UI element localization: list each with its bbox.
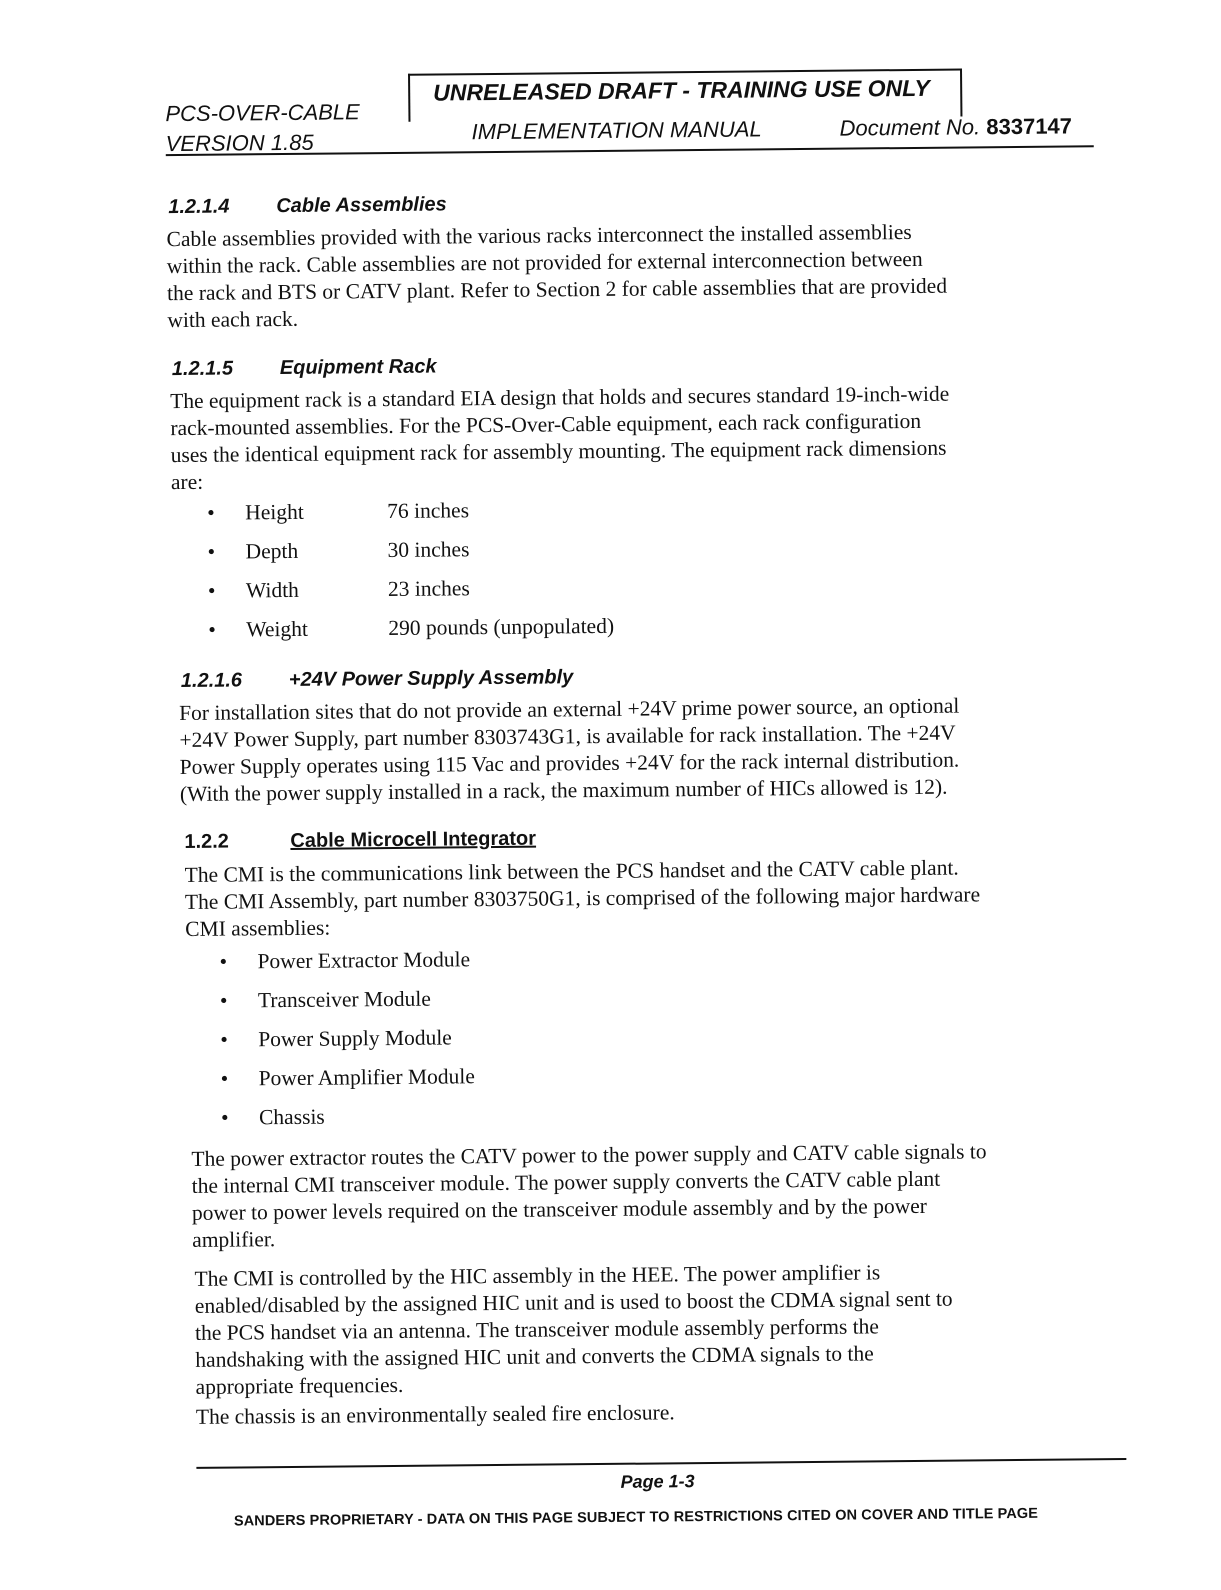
paragraph-line: The CMI is controlled by the HIC assembly in the HEE. The power amplifier is bbox=[194, 1260, 881, 1291]
section-heading-1216 bbox=[181, 666, 574, 693]
paragraph-line: within the rack. Cable assemblies are not provided for external interconnection between bbox=[166, 246, 923, 279]
section-number: 1.2.1.6 bbox=[180, 669, 243, 693]
paragraph-line: CMI assemblies: bbox=[185, 915, 331, 941]
bullet-icon: • bbox=[220, 1105, 229, 1130]
paragraph-line: Cable assemblies provided with the various racks interconnect the installed assemblies bbox=[166, 219, 912, 252]
paragraph-chassis bbox=[196, 1399, 675, 1431]
dimension-label: Width bbox=[245, 577, 299, 603]
section-heading-122 bbox=[184, 828, 536, 854]
section-title: Cable Microcell Integrator bbox=[290, 827, 537, 852]
paragraph-line: appropriate frequencies. bbox=[195, 1372, 404, 1399]
paragraph-cable-assemblies bbox=[166, 219, 947, 334]
section-heading-1215 bbox=[172, 356, 437, 382]
paragraph-line: (With the power supply installed in a rack, the maximum number of HICs allowed is 12). bbox=[179, 774, 948, 807]
manual-title: IMPLEMENTATION MANUAL bbox=[471, 116, 762, 145]
draft-banner: UNRELEASED DRAFT - TRAINING USE ONLY bbox=[433, 74, 930, 106]
section-number: 1.2.1.4 bbox=[168, 195, 230, 219]
paragraph-line: The CMI Assembly, part number 8303750G1, is comprised of the following major hardware bbox=[184, 882, 981, 914]
paragraph-line: the PCS handset via an antenna. The transceiver module assembly performs the bbox=[194, 1314, 880, 1345]
dimension-label: Weight bbox=[246, 616, 309, 642]
dimension-value: 76 inches bbox=[387, 498, 470, 524]
list-item bbox=[221, 1064, 476, 1105]
list-item bbox=[207, 497, 613, 540]
page-number: Page 1-3 bbox=[620, 1471, 695, 1492]
proprietary-notice: SANDERS PROPRIETARY - DATA ON THIS PAGE SUBJECT TO RESTRICTIONS CITED ON COVER AND TITLE PAGE bbox=[233, 1505, 1039, 1530]
paragraph-line: the rack and BTS or CATV plant. Refer to Section 2 for cable assemblies that are provided bbox=[166, 273, 948, 306]
paragraph-line: +24V Power Supply, part number 8303743G1, is available for rack installation. The +24V bbox=[179, 720, 956, 753]
dimension-label: Height bbox=[245, 499, 304, 525]
bullet-icon: • bbox=[207, 500, 215, 525]
product-version: VERSION 1.85 bbox=[165, 129, 314, 157]
header-left bbox=[165, 97, 360, 159]
paragraph-line: the internal CMI transceiver module. The power supply converts the CATV cable plant bbox=[191, 1166, 941, 1198]
list-item bbox=[207, 536, 613, 579]
paragraph-cmi-intro bbox=[185, 854, 981, 943]
paragraph-line: amplifier. bbox=[192, 1227, 276, 1252]
bullet-icon: • bbox=[220, 1027, 228, 1052]
paragraph-power-extractor bbox=[191, 1138, 987, 1254]
product-name: PCS-OVER-CABLE bbox=[165, 99, 360, 127]
dimension-label: Depth bbox=[245, 538, 299, 564]
bullet-icon: • bbox=[219, 949, 228, 974]
bullet-icon: • bbox=[208, 617, 216, 642]
cmi-assemblies-list bbox=[219, 947, 475, 1144]
list-item-label: Power Amplifier Module bbox=[258, 1064, 475, 1091]
dimension-value: 30 inches bbox=[387, 537, 470, 563]
list-item bbox=[220, 1025, 475, 1066]
section-title: +24V Power Supply Assembly bbox=[288, 666, 574, 691]
paragraph-equipment-rack bbox=[170, 381, 950, 496]
list-item-label: Power Extractor Module bbox=[257, 947, 471, 974]
section-number: 1.2.2 bbox=[184, 830, 229, 853]
paragraph-line: handshaking with the assigned HIC unit and converts the CDMA signals to the bbox=[195, 1341, 874, 1372]
dimension-value: 290 pounds (unpopulated) bbox=[388, 613, 615, 641]
list-item bbox=[221, 1103, 476, 1144]
list-item bbox=[208, 614, 614, 657]
paragraph-line: For installation sites that do not provide an external +24V prime power source, an optional bbox=[179, 693, 960, 726]
list-item bbox=[220, 986, 475, 1027]
paragraph-power-supply bbox=[179, 693, 960, 808]
dimension-value: 23 inches bbox=[387, 576, 470, 602]
bullet-icon: • bbox=[219, 988, 228, 1013]
bullet-icon: • bbox=[207, 578, 216, 603]
paragraph-line: uses the identical equipment rack for assembly mounting. The equipment rack dimensions bbox=[170, 435, 947, 468]
bullet-icon: • bbox=[207, 539, 216, 564]
list-item bbox=[208, 575, 614, 618]
paragraph-line: rack-mounted assemblies. For the PCS-Over-Cable equipment, each rack configuration bbox=[170, 408, 922, 441]
section-heading-1214 bbox=[168, 193, 447, 219]
paragraph-line: The equipment rack is a standard EIA design that holds and secures standard 19-inch-wide bbox=[170, 381, 950, 414]
section-title: Cable Assemblies bbox=[276, 193, 447, 218]
section-number: 1.2.1.5 bbox=[171, 357, 234, 381]
paragraph-line: The CMI is the communications link between the PCS handset and the CATV cable plant. bbox=[184, 855, 959, 887]
list-item bbox=[219, 947, 474, 988]
document-number: 8337147 bbox=[986, 113, 1073, 140]
list-item-label: Power Supply Module bbox=[258, 1025, 452, 1052]
paragraph-line: enabled/disabled by the assigned HIC unit and is used to boost the CDMA signal sent to bbox=[194, 1286, 953, 1318]
paragraph-line: The chassis is an environmentally sealed fire enclosure. bbox=[195, 1400, 675, 1429]
paragraph-line: Power Supply operates using 115 Vac and provides +24V for the rack internal distribution. bbox=[179, 747, 960, 780]
document-number-label: Document No. bbox=[839, 114, 981, 141]
rack-dimensions-list bbox=[207, 497, 614, 657]
paragraph-line: with each rack. bbox=[167, 306, 299, 333]
paragraph-line: The power extractor routes the CATV power to the power supply and CATV cable signals to bbox=[191, 1139, 987, 1171]
bullet-icon: • bbox=[220, 1066, 229, 1091]
footer-rule bbox=[196, 1458, 1126, 1469]
paragraph-line: are: bbox=[170, 469, 204, 495]
document-number-line bbox=[839, 113, 1072, 141]
section-title: Equipment Rack bbox=[279, 355, 437, 380]
paragraph-line: power to power levels required on the transceiver module assembly and by the power bbox=[191, 1193, 927, 1225]
list-item-label: Chassis bbox=[258, 1104, 325, 1130]
paragraph-cmi-control bbox=[194, 1259, 953, 1401]
list-item-label: Transceiver Module bbox=[257, 986, 431, 1013]
